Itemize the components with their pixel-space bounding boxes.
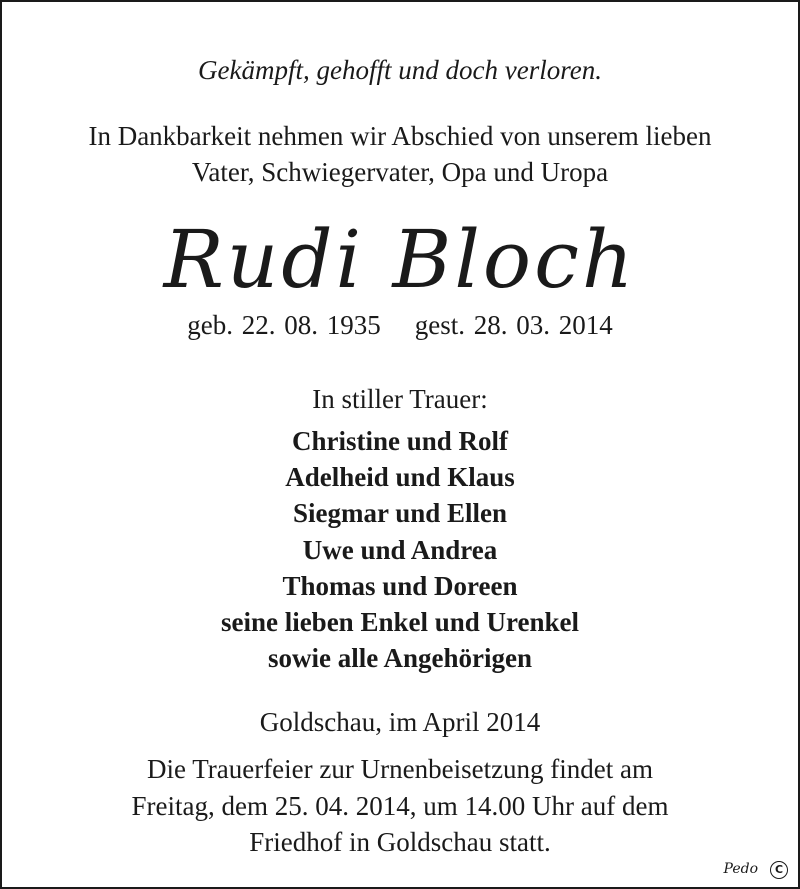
mourner-line: Thomas und Doreen — [282, 571, 518, 601]
designer-signature: Pedo — [723, 861, 758, 877]
birth-date: geb. 22. 08. 1935 — [187, 310, 381, 340]
intro-line-1: In Dankbarkeit nehmen wir Abschied von unserem lieben — [88, 121, 712, 151]
deceased-name: Rudi Bloch — [163, 213, 637, 306]
motto: Gekämpft, gehofft und doch verloren. — [198, 55, 602, 85]
death-date: gest. 28. 03. 2014 — [414, 310, 613, 340]
ceremony-line-2: Freitag, dem 25. 04. 2014, um 14.00 Uhr auf dem — [131, 791, 669, 821]
mourner-line: Christine und Rolf — [291, 426, 509, 456]
mourner-line: Adelheid und Klaus — [285, 462, 515, 492]
mourner-line: seine lieben Enkel und Urenkel — [220, 607, 580, 637]
mourner-line: sowie alle Angehörigen — [268, 643, 532, 673]
mourning-label: In stiller Trauer: — [312, 384, 488, 414]
mourner-line: Uwe und Andrea — [302, 535, 498, 565]
copyright-icon: C — [770, 861, 788, 879]
place-date: Goldschau, im April 2014 — [259, 707, 541, 737]
mourner-line: Siegmar und Ellen — [292, 498, 508, 528]
intro-line-2: Vater, Schwiegervater, Opa und Uropa — [191, 157, 609, 187]
ceremony-line-3: Friedhof in Goldschau statt. — [249, 827, 551, 857]
life-dates — [2, 308, 798, 342]
ceremony-line-1: Die Trauerfeier zur Urnenbeisetzung findet am — [146, 754, 654, 784]
